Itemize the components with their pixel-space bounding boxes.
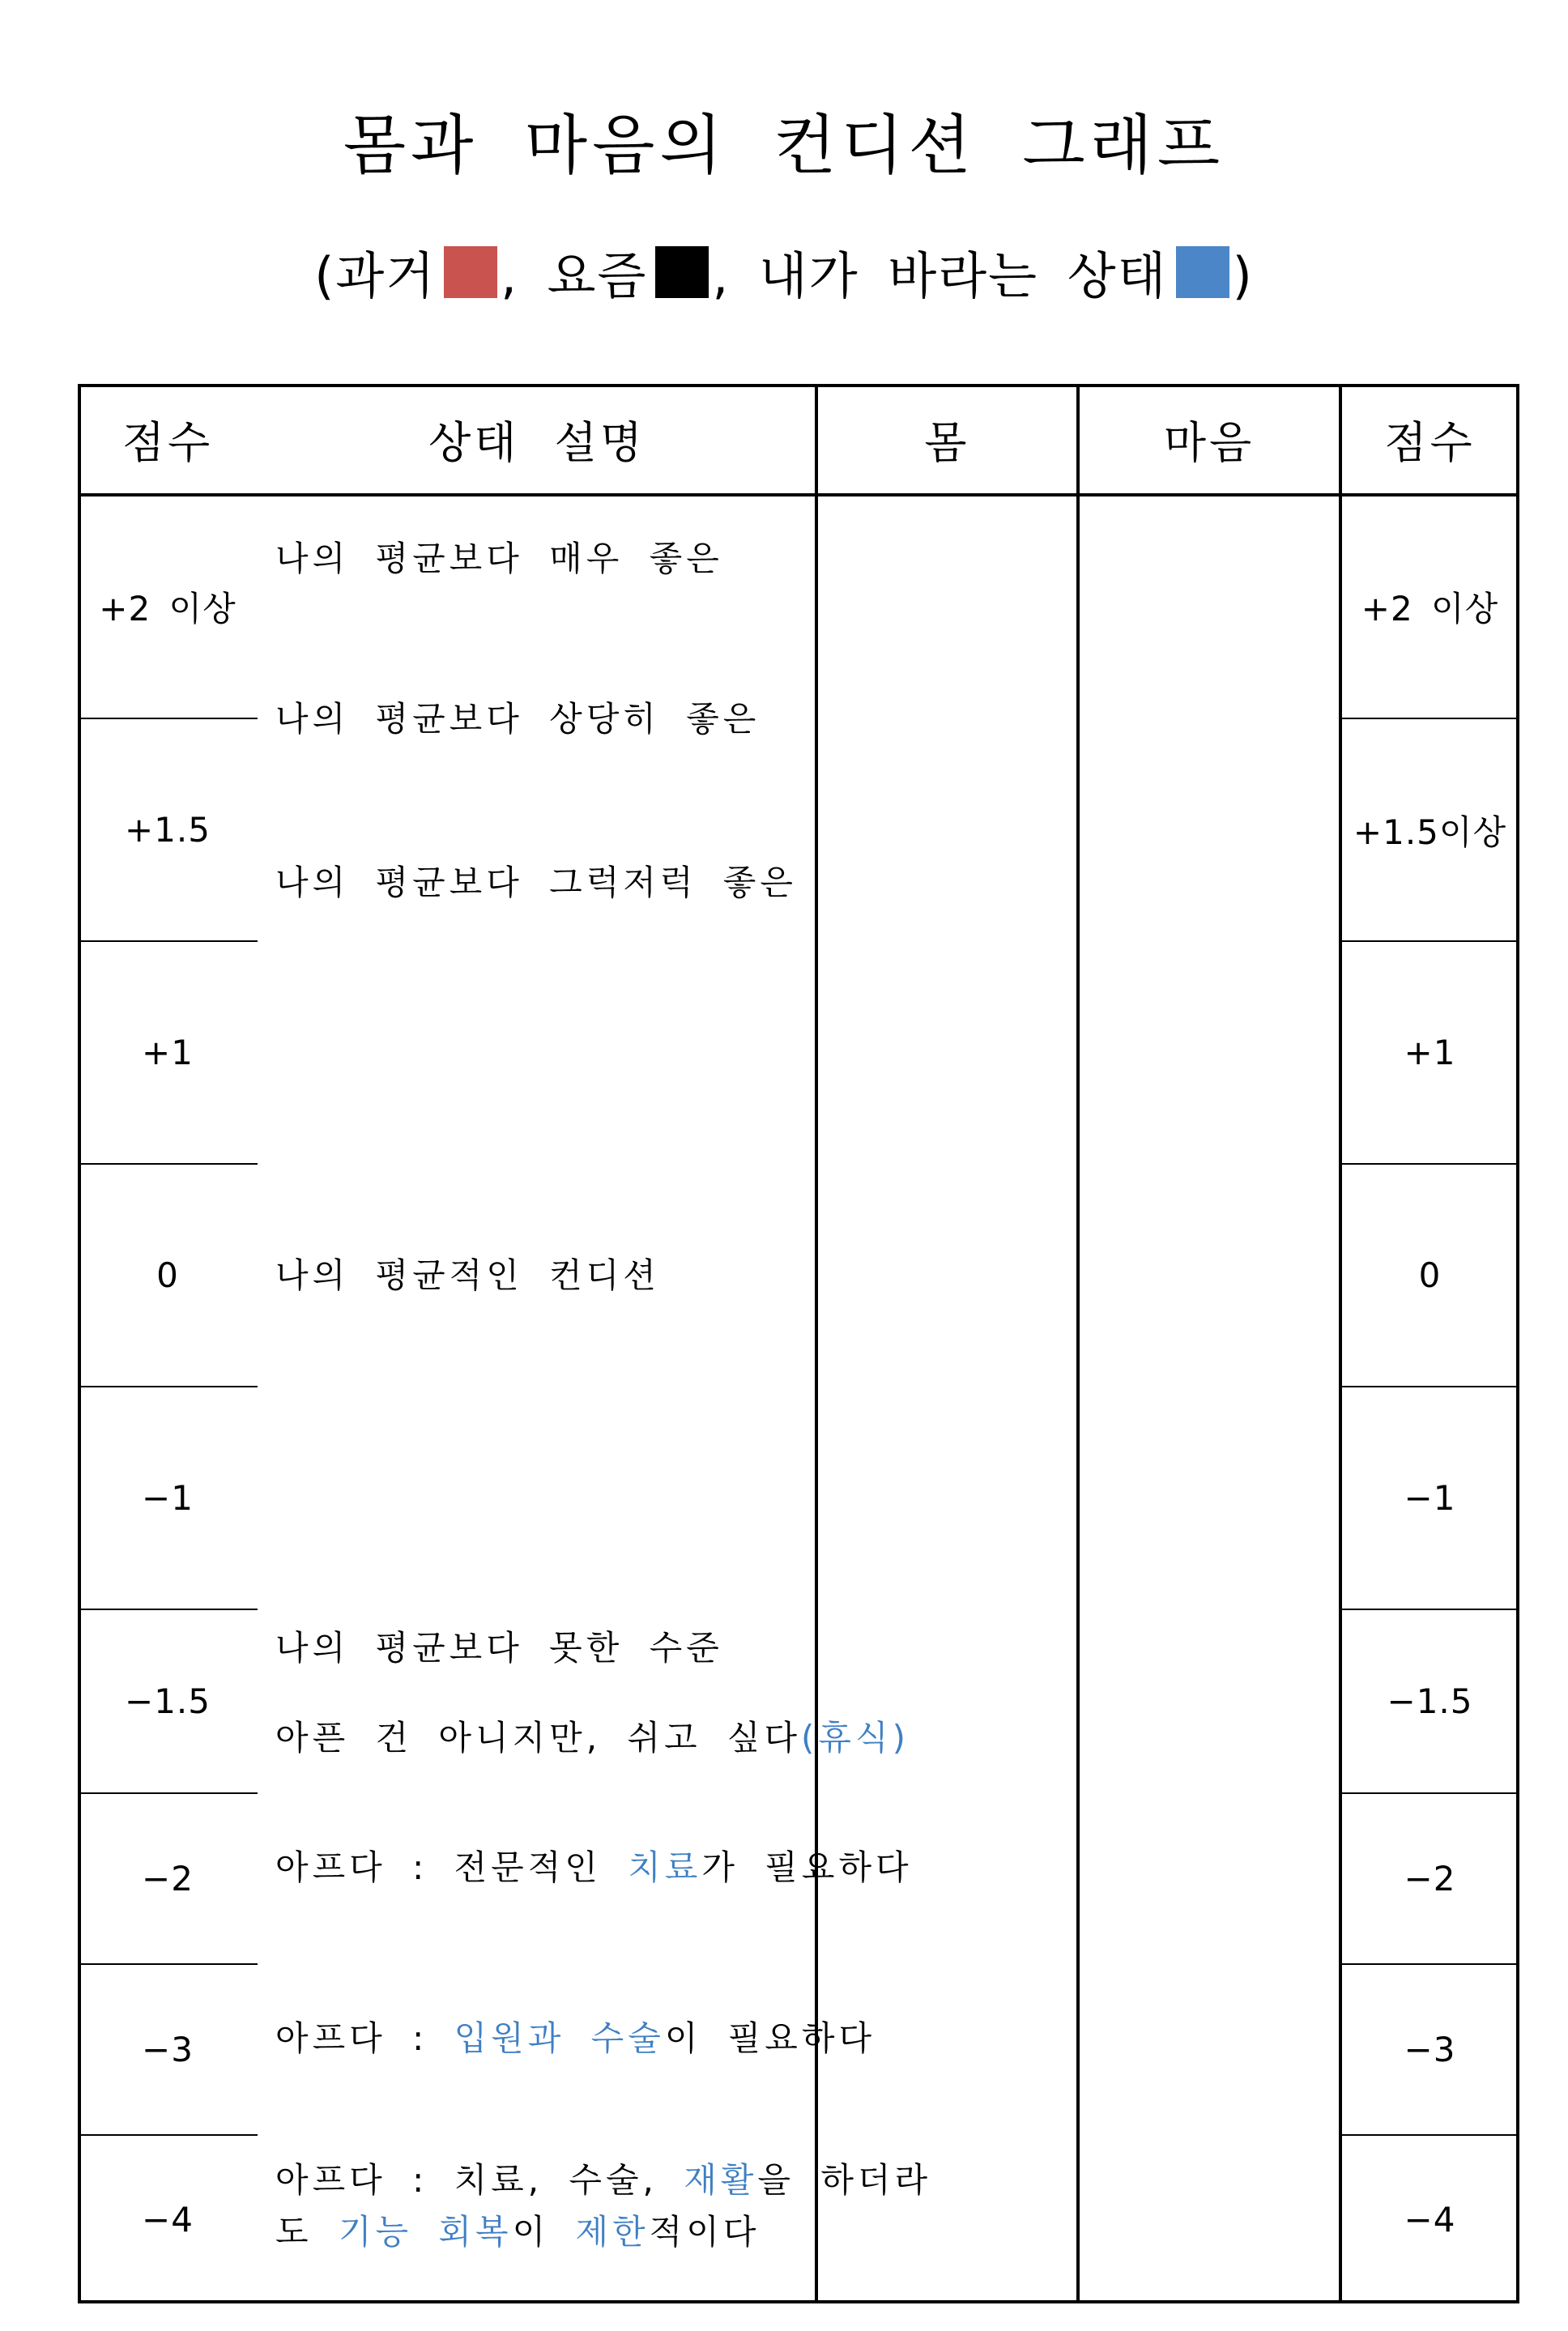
condition-table: [78, 384, 1519, 2303]
desc-rehab2-mid: 이: [512, 2212, 576, 2252]
legend-swatch-recent: [655, 246, 709, 298]
score-right-minus4: −4: [1404, 2199, 1456, 2239]
desc-rest: [275, 1712, 910, 1764]
desc-treatment-pre: 아프다 : 전문적인: [275, 1847, 628, 1887]
desc-rehab-line1: [275, 2154, 931, 2206]
legend-item-past: 과거: [335, 246, 437, 305]
desc-rest-text: 아픈 건 아니지만, 쉬고 싶다: [275, 1718, 802, 1758]
desc-surgery-post: 이 필요하다: [664, 2018, 876, 2058]
score-right-plus1-5: +1.5이상: [1353, 812, 1507, 852]
header-description: 상태 설명: [428, 417, 646, 468]
score-left-plus1-5: +1.5: [125, 810, 211, 850]
desc-rehab1-pre: 아프다 : 치료, 수술,: [275, 2160, 684, 2200]
score-right-minus2: −2: [1404, 1859, 1456, 1898]
desc-below-average: 나의 평균보다 못한 수준: [275, 1628, 723, 1668]
desc-surgery-pre: 아프다 :: [275, 2018, 454, 2058]
score-left-minus1-5: −1.5: [125, 1681, 211, 1721]
score-left-zero: 0: [156, 1255, 179, 1295]
page-title: 몸과 마음의 컨디션 그래프: [343, 108, 1225, 183]
desc-rehab-line2: [275, 2206, 760, 2258]
desc-treatment-post: 가 필요하다: [701, 1847, 913, 1887]
header-score-right: 점수: [1384, 417, 1476, 468]
legend-sep: ,: [712, 246, 731, 305]
legend-sep: ,: [501, 246, 518, 305]
score-right-minus3: −3: [1404, 2030, 1456, 2069]
score-left-plus2: +2 이상: [99, 589, 236, 629]
desc-treatment: [275, 1842, 913, 1894]
score-right-zero: 0: [1418, 1255, 1442, 1295]
desc-surgery-accent-operation: 수술: [590, 2018, 665, 2058]
desc-very-good: 나의 평균보다 매우 좋은: [275, 539, 723, 578]
legend-close-paren: ): [1232, 246, 1254, 305]
header-score-left: 점수: [121, 417, 214, 468]
desc-surgery-mid: [565, 2018, 590, 2058]
score-left-plus1: +1: [142, 1033, 194, 1072]
score-right-plus1: +1: [1404, 1033, 1456, 1072]
score-right-minus1: −1: [1404, 1478, 1456, 1518]
header-mind: 마음: [1163, 417, 1255, 468]
legend-swatch-past: [444, 246, 497, 298]
score-left-minus1: −1: [142, 1478, 194, 1518]
legend-item-recent: 요즘: [547, 246, 648, 305]
legend: [0, 240, 1568, 313]
desc-rehab2-accent-recovery: 기능 회복: [338, 2212, 513, 2252]
desc-average: 나의 평균적인 컨디션: [275, 1255, 660, 1295]
desc-rest-accent: (휴식): [801, 1718, 910, 1758]
desc-quite-good: 나의 평균보다 상당히 좋은: [275, 699, 761, 739]
score-left-minus3: −3: [142, 2030, 194, 2069]
desc-rehab2-post: 적이다: [649, 2212, 761, 2252]
desc-rehab1-post: 을 하더라: [757, 2160, 932, 2200]
desc-rehab2-accent-limited: 제한: [575, 2212, 650, 2252]
desc-treatment-accent: 치료: [628, 1847, 702, 1887]
desc-surgery: [275, 2013, 876, 2065]
desc-fairly-good: 나의 평균보다 그럭저럭 좋은: [275, 863, 797, 902]
desc-surgery-accent-admission: 입원과: [454, 2018, 565, 2058]
legend-item-desired: 내가 바라는 상태: [758, 246, 1168, 305]
desc-rehab2-pre: 도: [275, 2212, 339, 2252]
header-body: 몸: [924, 417, 970, 468]
score-left-minus2: −2: [142, 1859, 194, 1898]
legend-open-paren: (: [314, 246, 336, 305]
desc-rehab1-accent: 재활: [684, 2160, 758, 2200]
legend-swatch-desired: [1176, 246, 1229, 298]
score-right-minus1-5: −1.5: [1387, 1681, 1473, 1721]
score-right-plus2: +2 이상: [1361, 589, 1499, 629]
score-left-minus4: −4: [142, 2199, 194, 2239]
